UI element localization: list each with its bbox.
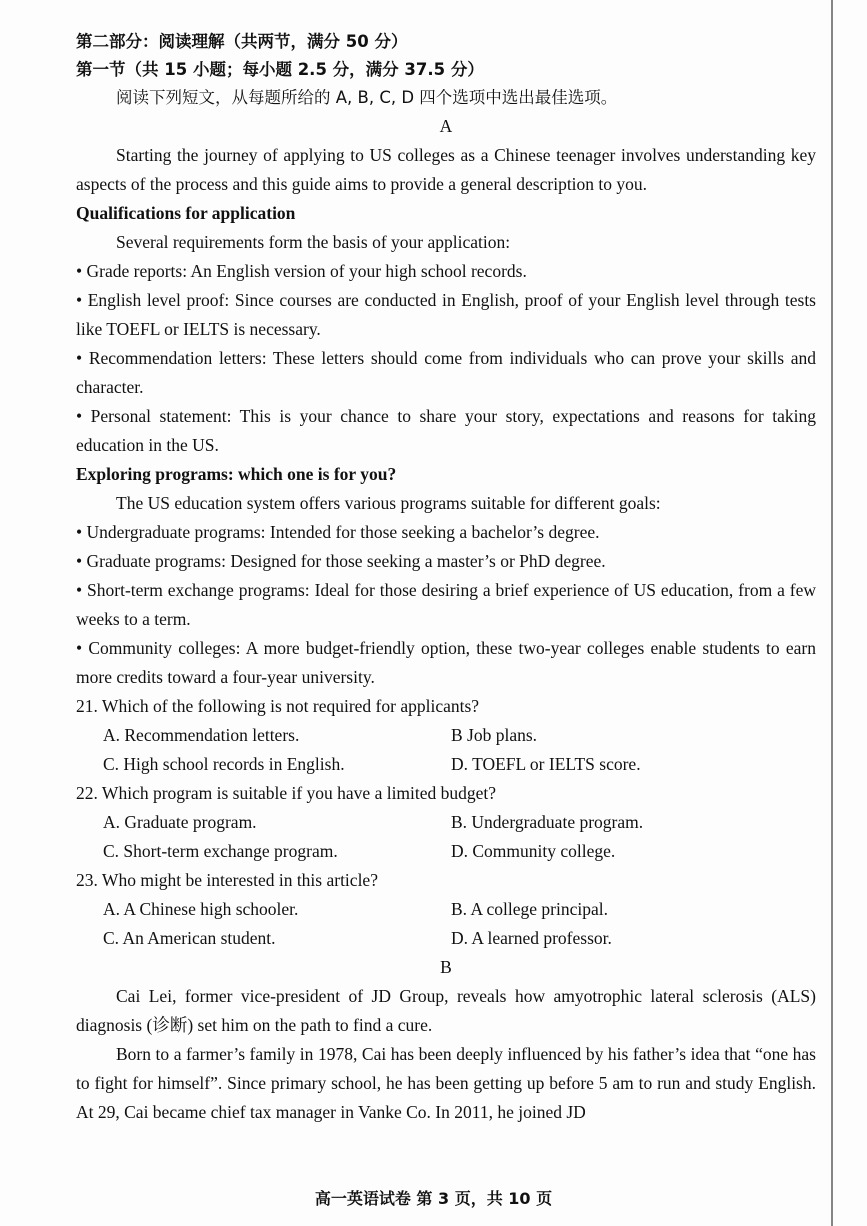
passage-a-label: A xyxy=(439,116,453,136)
program-item: • Community colleges: A more budget-friendly option, these two-year colleges enable students to earn more credits toward a four-year university. xyxy=(76,638,816,687)
option-c: C. High school records in English. xyxy=(103,754,345,774)
option-b: B. A college principal. xyxy=(451,899,608,919)
question-stem: 21. Which of the following is not required for applicants? xyxy=(76,696,480,716)
passage-b-label: B xyxy=(440,957,452,977)
option-a: A. Recommendation letters. xyxy=(103,725,300,745)
question-23 xyxy=(76,866,816,953)
question-21 xyxy=(76,692,816,779)
option-a: A. A Chinese high schooler. xyxy=(103,899,299,919)
passage-a-intro: Starting the journey of applying to US colleges as a Chinese teenager involves understanding key aspects of the process and this guide aims to provide a general description to you. xyxy=(76,145,816,194)
option-c: C. Short-term exchange program. xyxy=(103,841,338,861)
qualification-item: • Personal statement: This is your chance to share your story, expectations and reasons for taking education in the US. xyxy=(76,406,816,455)
question-22 xyxy=(76,779,816,866)
programs-heading: Exploring programs: which one is for you? xyxy=(76,464,397,484)
option-d: D. A learned professor. xyxy=(451,928,612,948)
qualifications-heading: Qualifications for application xyxy=(76,203,296,223)
subsection-heading: 第一节（共 15 小题；每小题 2.5 分，满分 37.5 分） xyxy=(76,60,484,79)
question-stem: 22. Which program is suitable if you have a limited budget? xyxy=(76,783,497,803)
qualification-item: • Grade reports: An English version of your high school records. xyxy=(76,261,527,281)
page-content xyxy=(76,28,816,1127)
qualification-item: • English level proof: Since courses are conducted in English, proof of your English level through tests like TOEFL or IELTS is necessary. xyxy=(76,290,816,339)
passage-b-paragraph: Cai Lei, former vice-president of JD Group, reveals how amyotrophic lateral sclerosis (ALS) diagnosis (诊断) set him on the path to find a cure. xyxy=(76,986,816,1035)
option-b: B Job plans. xyxy=(451,725,538,745)
qualification-item: • Recommendation letters: These letters should come from individuals who can prove your skills and character. xyxy=(76,348,816,397)
instruction: 阅读下列短文，从每题所给的 A, B, C, D 四个选项中选出最佳选项。 xyxy=(116,88,618,107)
page-footer: 高一英语试卷 第 3 页，共 10 页 xyxy=(314,1189,553,1208)
programs-intro: The US education system offers various programs suitable for different goals: xyxy=(116,493,661,513)
program-item: • Short-term exchange programs: Ideal for those desiring a brief experience of US education, from a few weeks to a term. xyxy=(76,580,816,629)
option-a: A. Graduate program. xyxy=(103,812,257,832)
option-d: D. TOEFL or IELTS score. xyxy=(451,754,641,774)
option-b: B. Undergraduate program. xyxy=(451,812,644,832)
program-item: • Graduate programs: Designed for those seeking a master’s or PhD degree. xyxy=(76,551,606,571)
passage-b-paragraph: Born to a farmer’s family in 1978, Cai has been deeply influenced by his father’s idea that “one has to fight for himself”. Since primary school, he has been getting up before 5 am to run and study English. At 29, Cai became chief tax manager in Vanke Co. In 2011, he joined JD xyxy=(76,1044,816,1122)
section-heading: 第二部分：阅读理解（共两节，满分 50 分） xyxy=(76,32,408,51)
program-item: • Undergraduate programs: Intended for those seeking a bachelor’s degree. xyxy=(76,522,600,542)
qualifications-intro: Several requirements form the basis of your application: xyxy=(116,232,511,252)
question-stem: 23. Who might be interested in this article? xyxy=(76,870,378,890)
page-edge-line xyxy=(831,0,833,1226)
option-d: D. Community college. xyxy=(451,841,616,861)
option-c: C. An American student. xyxy=(103,928,276,948)
